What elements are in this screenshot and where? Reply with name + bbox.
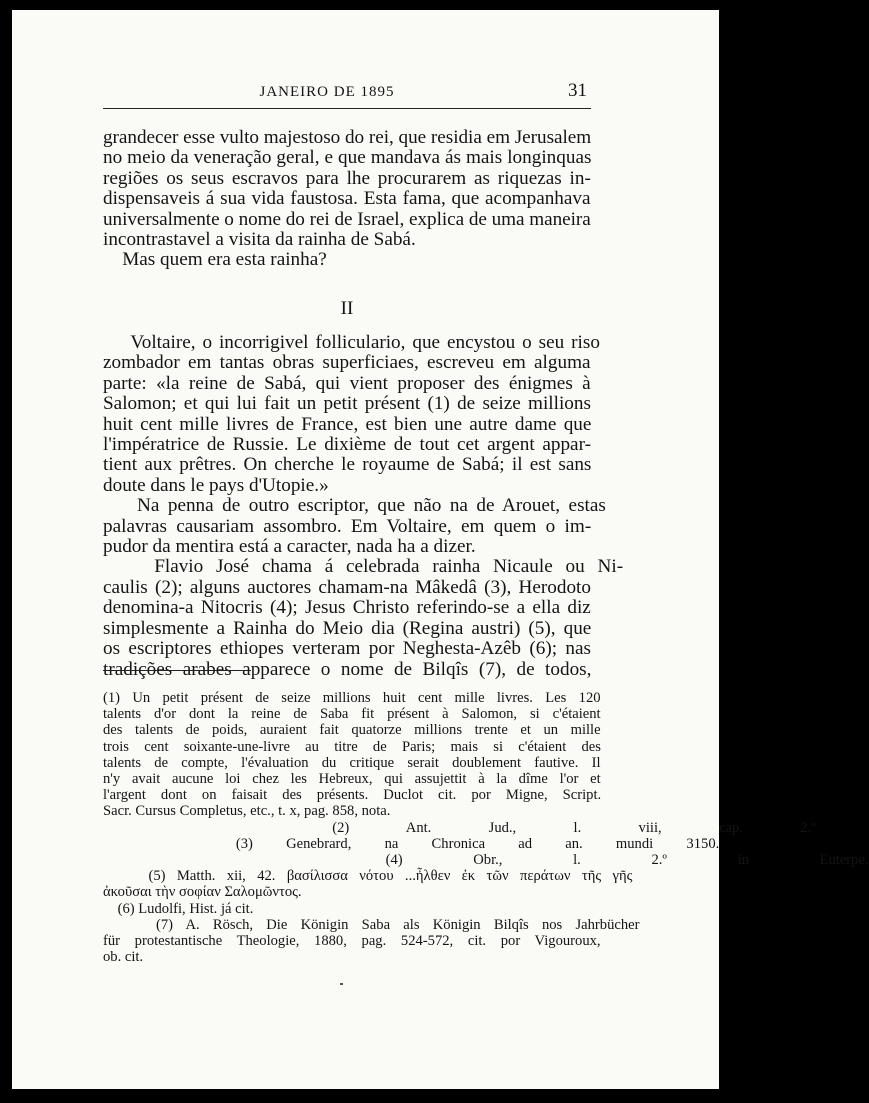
footnotes — [103, 690, 869, 966]
footnote-line: (7) A. Rösch, Die Königin Saba als Königin Bilqîs nos Jahrbücher — [103, 916, 640, 933]
text-line: pudor da mentira está a caracter, nada ha a dizer. — [103, 536, 476, 558]
ink-speck — [340, 983, 343, 985]
text-line: os escriptores ethiopes verteram por Neghesta-Azêb (6); nas — [103, 638, 591, 660]
footnote-line: ob. cit. — [103, 949, 144, 966]
text-line: grandecer esse vulto majestoso do rei, que residia em Jerusalem — [103, 127, 592, 148]
running-header — [103, 78, 591, 109]
paragraph-1 — [103, 128, 591, 271]
text-line: l'impératrice de Russie. Le dixième de tout cet argent appar- — [103, 434, 591, 456]
text-line: Salomon; et qui lui fait un petit présent (1) de seize millions — [103, 393, 591, 415]
footnote-line: (1) Un petit présent de seize millions huit cent mille livres. Les 120 — [103, 690, 601, 706]
text-line: huit cent mille livres de France, est bien une autre dame que — [103, 413, 592, 435]
footnote-line: (6) Ludolfi, Hist. já cit. — [103, 900, 254, 917]
footnote-line: (4) Obr., l. 2.º in Euterpe. — [103, 852, 869, 869]
footnote-line: Sacr. Cursus Completus, etc., t. x, pag. 858, nota. — [103, 803, 391, 820]
footnote-line: (3) Genebrard, na Chronica ad an. mundi 3150. — [103, 835, 720, 852]
text-line: caulis (2); alguns auctores chamam-na Mâkedâ (3), Herodoto — [103, 576, 591, 598]
text-line: zombador em tantas obras superficiaes, escreveu em alguma — [103, 352, 591, 374]
footnote-line: (5) Matth. xii, 42. βασίλισσα νότου ...ἦλθεν ἐκ τῶν περάτων τῆς γῆς — [103, 868, 633, 885]
footnote-line: talents de compte, l'évaluation du critique serait doublement fautive. Il — [103, 754, 601, 771]
footnote-line: trois cent soixante-une-livre au titre de Paris; mais si c'étaient des — [103, 738, 601, 755]
text-line: dispensaveis á sua vida faustosa. Esta fama, que acompanhava — [103, 188, 591, 210]
footnote-line: für protestantische Theologie, 1880, pag. 524-572, cit. por Vigouroux, — [103, 933, 601, 950]
text-line: universalmente o nome do rei de Israel, explica de uma maneira — [103, 208, 591, 230]
text-line: tradições arabes apparece o nome de Bilqîs (7), de todos, — [103, 658, 592, 680]
footnote-divider — [103, 670, 251, 671]
text-line: doute dans le pays d'Utopie.» — [103, 474, 329, 496]
paragraph-2 — [103, 332, 624, 680]
text-line: regiões os seus escravos para lhe procurarem as riquezas in- — [103, 167, 591, 189]
text-line: tient aux prêtres. On cherche le royaume de Sabá; il est sans — [103, 454, 592, 476]
page-number: 31 — [568, 80, 587, 101]
text-line: Na penna de outro escriptor, que não na de Arouet, estas — [103, 495, 606, 517]
footnote-line: ἀκοῦσαι τὴν σοφίαν Σαλομῶντος. — [103, 884, 302, 901]
text-line: no meio da veneração geral, e que mandava ás mais longinquas — [103, 147, 592, 169]
header-title: JANEIRO DE 1895 — [259, 84, 395, 100]
book-page — [12, 10, 869, 1089]
text-line: Voltaire, o incorrigivel folliculario, que encystou o seu riso — [103, 332, 600, 353]
text-line: simplesmente a Rainha do Meio dia (Regina austri) (5), que — [103, 617, 592, 639]
text-line: parte: «la reine de Sabá, qui vient proposer des énigmes à — [103, 372, 591, 394]
text-line: incontrastavel a visita da rainha de Sabá. — [103, 229, 416, 251]
text-line: Mas quem era esta rainha? — [103, 249, 327, 271]
footnote-line: des talents de poids, auraient fait quatorze millions trente et un mille — [103, 722, 601, 739]
footnote-line: n'y avait aucune loi chez les Hebreux, qui assujettit à la dîme l'or et — [103, 771, 601, 788]
footnote-line: talents d'or dont la reine de Saba fit présent à Salomon, si c'étaient — [103, 706, 601, 723]
text-line: Flavio José chama á celebrada rainha Nicaule ou Ni- — [103, 556, 624, 578]
text-line: palavras causariam assombro. Em Voltaire, em quem o im- — [103, 515, 592, 537]
text-line: denomina-a Nitocris (4); Jesus Christo referindo-se a ella diz — [103, 597, 591, 619]
section-heading: II — [340, 298, 354, 319]
footnote-line: l'argent dont on faisait des présents. Duclot cit. por Migne, Script. — [103, 787, 602, 804]
footnote-line: (2) Ant. Jud., l. viii, cap. 2.º — [103, 819, 816, 836]
